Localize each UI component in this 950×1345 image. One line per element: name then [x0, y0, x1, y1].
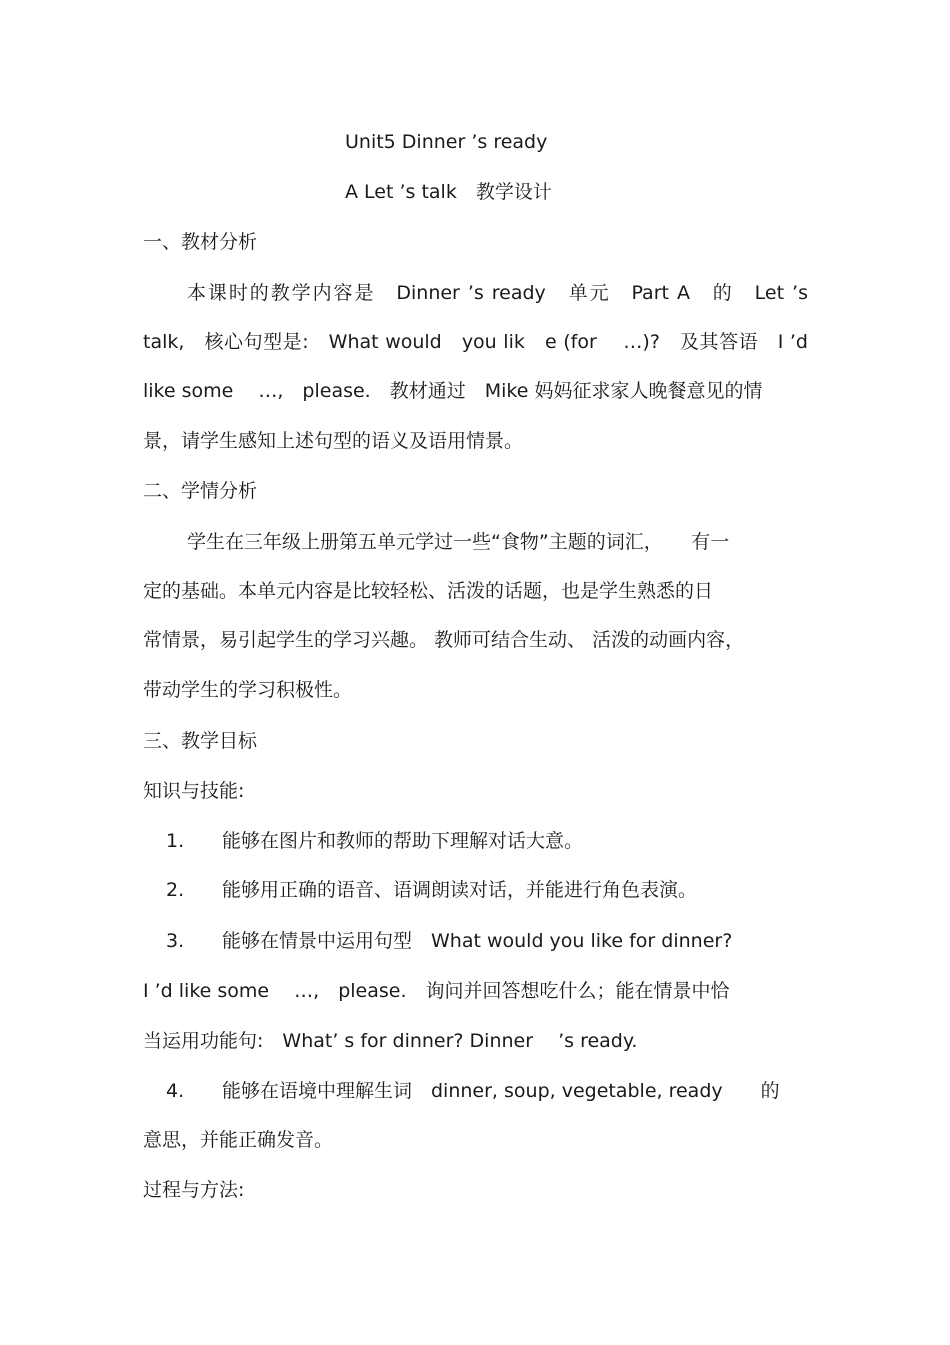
paragraph-line: 定的基础。本单元内容是比较轻松、活泼的话题，也是学生熟悉的日	[143, 580, 714, 602]
paragraph-line: 意思，并能正确发音。	[143, 1129, 334, 1151]
paragraph-line: 本课时的教学内容是 Dinner ’s ready 单元 Part A 的 Let ’s	[187, 282, 808, 304]
subheading-knowledge-skills: 知识与技能:	[143, 780, 245, 802]
paragraph-line: 当运用功能句: What’ s for dinner? Dinner ’s ready.	[143, 1030, 638, 1052]
paragraph-line: 带动学生的学习积极性。	[143, 679, 353, 701]
list-item	[166, 877, 808, 903]
paragraph-line: 景，请学生感知上述句型的语义及语用情景。	[143, 430, 524, 452]
list-item-text: 能够在图片和教师的帮助下理解对话大意。	[222, 830, 584, 852]
list-item	[166, 928, 808, 954]
section-heading-students: 二、学情分析	[143, 480, 258, 502]
paragraph-line: like some …, please. 教材通过 Mike 妈妈征求家人晚餐意见的情	[143, 380, 763, 402]
section-heading-objectives: 三、教学目标	[143, 730, 258, 752]
list-item-text: 能够用正确的语音、语调朗读对话，并能进行角色表演。	[222, 879, 698, 901]
paragraph-line: I ’d like some …, please. 询问并回答想吃什么；能在情景中恰	[143, 980, 730, 1002]
paragraph-line: talk, 核心句型是: What would you lik e (for …)? 及其答语 I ’d	[143, 331, 808, 353]
document-subtitle: A Let ’s talk 教学设计	[345, 181, 552, 203]
list-item-number: 2.	[166, 879, 185, 901]
paragraph-line: 常情景，易引起学生的学习兴趣。 教师可结合生动、 活泼的动画内容，	[143, 629, 745, 651]
document-title: Unit5 Dinner ’s ready	[345, 131, 548, 153]
section-heading-materials: 一、教材分析	[143, 231, 258, 253]
subheading-process-methods: 过程与方法:	[143, 1179, 245, 1201]
list-item-number: 3.	[166, 930, 185, 952]
list-item-number: 4.	[166, 1080, 185, 1102]
list-item	[166, 828, 808, 854]
list-item-text: 能够在语境中理解生词 dinner, soup, vegetable, ready 的	[222, 1080, 780, 1102]
paragraph-line: 学生在三年级上册第五单元学过一些“食物”主题的词汇， 有一	[187, 531, 730, 553]
list-item	[166, 1078, 808, 1104]
list-item-number: 1.	[166, 830, 185, 852]
list-item-text: 能够在情景中运用句型 What would you like for dinner?	[222, 930, 733, 952]
